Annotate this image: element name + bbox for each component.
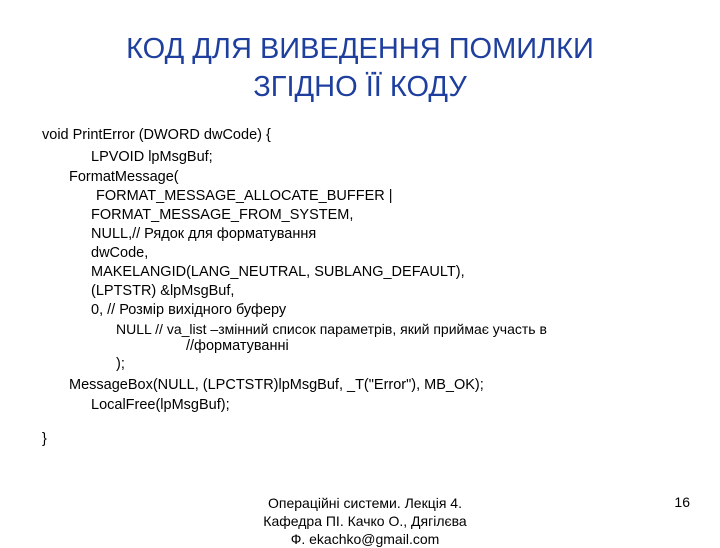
code-line: (LPTSTR) &lpMsgBuf, — [91, 283, 235, 299]
title-line-2: ЗГІДНО ЇЇ КОДУ — [253, 71, 467, 103]
code-line: 0, // Розмір вихідного буферу — [91, 302, 287, 318]
code-line: MAKELANGID(LANG_NEUTRAL, SUBLANG_DEFAULT), — [91, 264, 465, 280]
page-number: 16 — [674, 494, 690, 510]
code-line: dwCode, — [91, 245, 149, 261]
code-line: NULL // va_list –змінний список параметрів, який приймає участь в — [116, 321, 547, 337]
footer-line-2: Кафедра ПІ. Качко О., Дягілєва — [263, 513, 467, 529]
code-line: FormatMessage( — [69, 169, 179, 185]
code-line: LocalFree(lpMsgBuf); — [91, 397, 230, 413]
code-line: LPVOID lpMsgBuf; — [91, 149, 213, 165]
title-line-1: КОД ДЛЯ ВИВЕДЕННЯ ПОМИЛКИ — [126, 33, 594, 65]
footer-line-3: Ф. ekachko@gmail.com — [290, 531, 440, 547]
code-line: FORMAT_MESSAGE_FROM_SYSTEM, — [91, 207, 354, 223]
code-line: MessageBox(NULL, (LPCTSTR)lpMsgBuf, _T("Error"), MB_OK); — [69, 377, 484, 393]
code-line: } — [42, 431, 47, 447]
code-line: void PrintError (DWORD dwCode) { — [42, 127, 271, 143]
code-line: ); — [116, 356, 125, 372]
code-line: NULL,// Рядок для форматування — [91, 226, 317, 242]
code-line: FORMAT_MESSAGE_ALLOCATE_BUFFER | — [96, 188, 393, 204]
code-line: //форматуванні — [186, 338, 289, 354]
footer-line-1: Операційні системи. Лекція 4. — [268, 495, 462, 511]
